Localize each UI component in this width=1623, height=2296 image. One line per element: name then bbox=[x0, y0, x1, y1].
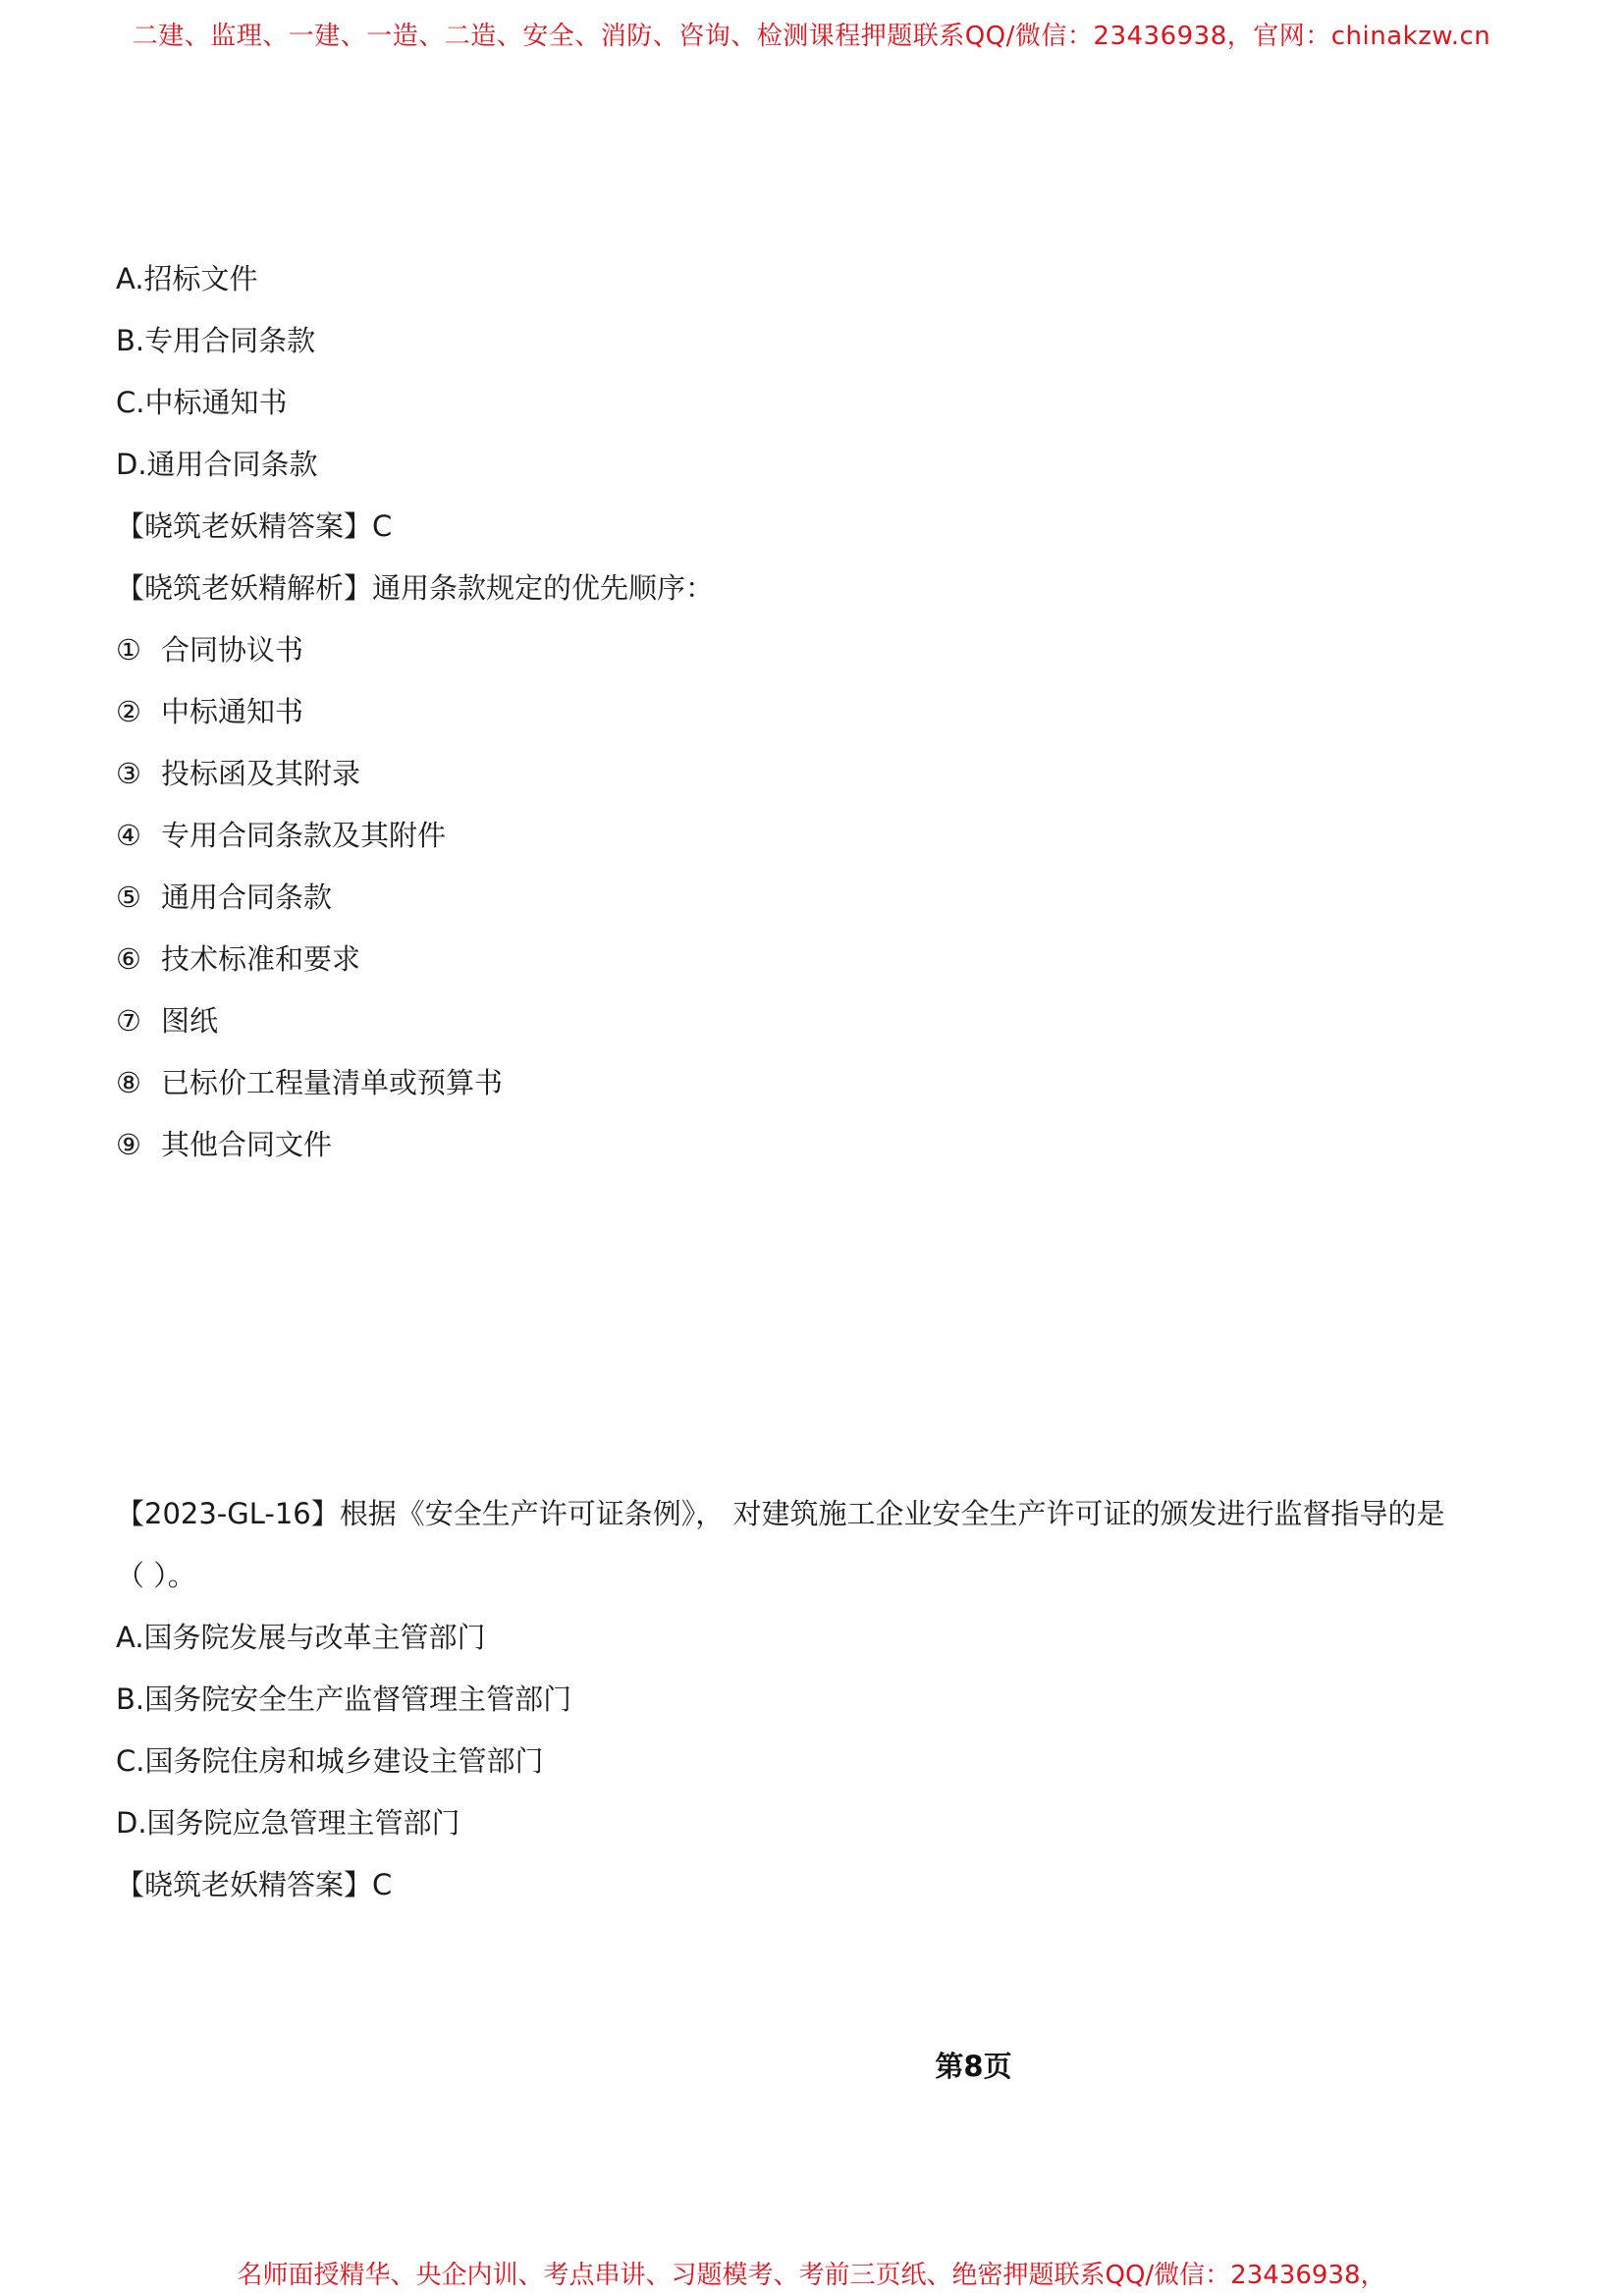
priority-number: ⑦ bbox=[116, 1004, 141, 1038]
q1-option-b: B.专用合同条款 bbox=[116, 324, 316, 357]
priority-text: 已标价工程量清单或预算书 bbox=[161, 1066, 504, 1099]
q1-analysis: 【晓筑老妖精解析】通用条款规定的优先顺序： bbox=[116, 571, 715, 605]
priority-text: 合同协议书 bbox=[161, 633, 304, 667]
priority-text: 通用合同条款 bbox=[161, 881, 333, 914]
priority-item-8 bbox=[116, 1063, 503, 1102]
footer-banner: 名师面授精华、央企内训、考点串讲、习题模考、考前三页纸、绝密押题联系QQ/微信：23436938， bbox=[237, 2261, 1386, 2290]
q2-answer: 【晓筑老妖精答案】C bbox=[116, 1868, 393, 1901]
q2-stem-line2: （ ）。 bbox=[116, 1559, 196, 1592]
q1-answer: 【晓筑老妖精答案】C bbox=[116, 509, 393, 543]
priority-text: 投标函及其附录 bbox=[161, 757, 361, 790]
q1-option-d: D.通用合同条款 bbox=[116, 448, 318, 481]
priority-item-3 bbox=[116, 754, 360, 793]
header-banner: 二建、监理、一建、一造、二造、安全、消防、咨询、检测课程押题联系QQ/微信：23436938，官网：chinakzw.cn bbox=[132, 22, 1491, 51]
priority-item-2 bbox=[116, 692, 303, 731]
priority-text: 中标通知书 bbox=[161, 695, 304, 728]
q2-option-b: B.国务院安全生产监督管理主管部门 bbox=[116, 1682, 572, 1716]
priority-item-5 bbox=[116, 878, 332, 917]
priority-item-9 bbox=[116, 1125, 332, 1164]
priority-item-6 bbox=[116, 939, 360, 979]
q2-option-d: D.国务院应急管理主管部门 bbox=[116, 1806, 460, 1840]
page-number: 第8页 bbox=[935, 2050, 1012, 2083]
priority-number: ⑤ bbox=[116, 881, 141, 914]
q1-option-c: C.中标通知书 bbox=[116, 386, 288, 419]
q2-option-c: C.国务院住房和城乡建设主管部门 bbox=[116, 1744, 544, 1778]
priority-text: 专用合同条款及其附件 bbox=[161, 819, 447, 852]
priority-number: ⑨ bbox=[116, 1128, 141, 1161]
priority-number: ④ bbox=[116, 819, 141, 852]
priority-text: 技术标准和要求 bbox=[161, 942, 361, 976]
priority-item-7 bbox=[116, 1001, 218, 1041]
priority-number: ② bbox=[116, 695, 141, 728]
q2-stem-line1: 【2023-GL-16】根据《安全生产许可证条例》， 对建筑施工企业安全生产许可证的颁发进行监督指导的是 bbox=[116, 1497, 1445, 1530]
priority-number: ⑥ bbox=[116, 942, 141, 976]
q2-option-a: A.国务院发展与改革主管部门 bbox=[116, 1621, 486, 1654]
priority-number: ⑧ bbox=[116, 1066, 141, 1099]
priority-item-4 bbox=[116, 816, 446, 855]
priority-text: 图纸 bbox=[161, 1004, 219, 1038]
priority-number: ① bbox=[116, 633, 141, 667]
priority-number: ③ bbox=[116, 757, 141, 790]
priority-item-1 bbox=[116, 630, 303, 669]
q1-option-a: A.招标文件 bbox=[116, 262, 258, 295]
priority-text: 其他合同文件 bbox=[161, 1128, 333, 1161]
